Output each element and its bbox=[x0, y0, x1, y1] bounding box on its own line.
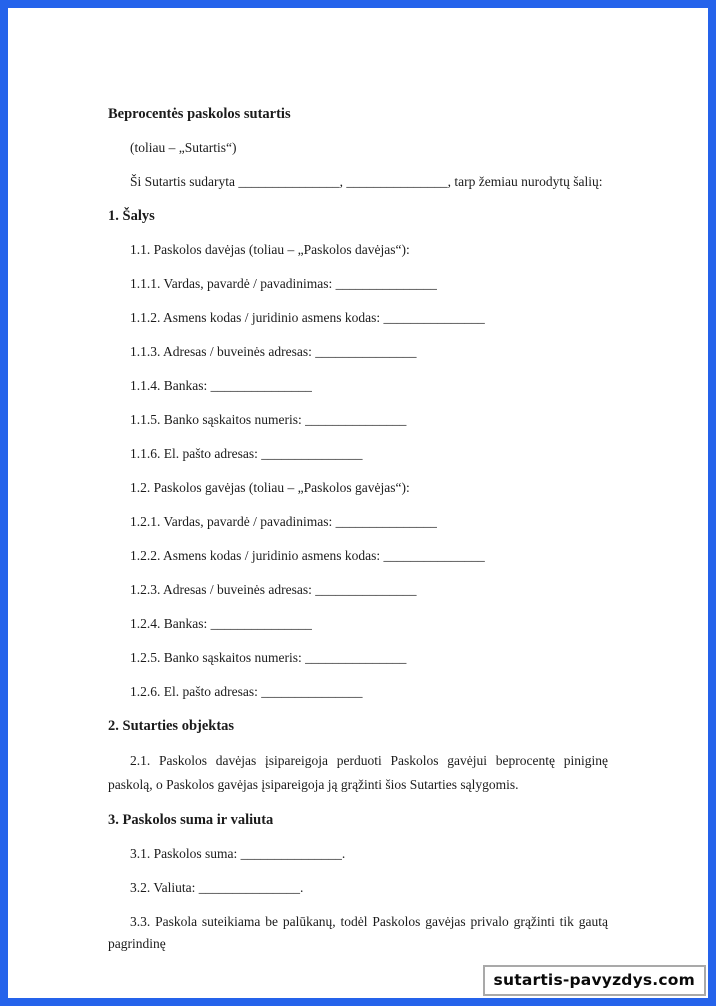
clause-1-1-5-account-field: 1.1.5. Banko sąskaitos numeris: _______________ bbox=[130, 412, 407, 427]
contract-body bbox=[108, 103, 608, 967]
clause-1-2-2-code-field: 1.2.2. Asmens kodas / juridinio asmens kodas: _______________ bbox=[130, 548, 485, 563]
clause-1-2-3-address-field: 1.2.3. Adresas / buveinės adresas: _______________ bbox=[130, 582, 417, 597]
clause-1-1-4-bank-field: 1.1.4. Bankas: _______________ bbox=[130, 378, 312, 393]
contract-subtitle: (toliau – „Sutartis“) bbox=[130, 140, 237, 155]
clause-1-2-6-email-field: 1.2.6. El. pašto adresas: _______________ bbox=[130, 684, 363, 699]
section-heading-1: 1. Šalys bbox=[108, 208, 155, 224]
clause-3-1-amount-field: 3.1. Paskolos suma: _______________. bbox=[130, 846, 346, 861]
clause-1-2: 1.2. Paskolos gavėjas (toliau – „Paskolos gavėjas“): bbox=[130, 480, 410, 495]
clause-3-2-currency-field: 3.2. Valiuta: _______________. bbox=[130, 880, 304, 895]
section-heading-2: 2. Sutarties objektas bbox=[108, 718, 235, 734]
clause-1-2-5-account-field: 1.2.5. Banko sąskaitos numeris: _______________ bbox=[130, 650, 407, 665]
contract-title: Beprocentės paskolos sutartis bbox=[108, 106, 291, 122]
clause-1-1-3-address-field: 1.1.3. Adresas / buveinės adresas: _______________ bbox=[130, 344, 417, 359]
clause-1-1-1-name-field: 1.1.1. Vardas, pavardė / pavadinimas: _______________ bbox=[130, 276, 437, 291]
clause-1-2-1-name-field: 1.2.1. Vardas, pavardė / pavadinimas: _______________ bbox=[130, 514, 437, 529]
clause-1-2-4-bank-field: 1.2.4. Bankas: _______________ bbox=[130, 616, 312, 631]
clause-3-3-paragraph: 3.3. Paskola suteikiama be palūkanų, todėl Paskolos gavėjas privalo grąžinti tik gautą pagrindinę bbox=[108, 914, 608, 951]
section-heading-3: 3. Paskolos suma ir valiuta bbox=[108, 812, 274, 828]
site-watermark-badge[interactable]: sutartis-pavyzdys.com bbox=[483, 965, 706, 996]
contract-intro-line: Ši Sutartis sudaryta _______________, _______________, tarp žemiau nurodytų šalių: bbox=[130, 174, 603, 189]
clause-2-1-paragraph: 2.1. Paskolos davėjas įsipareigoja perduoti Paskolos gavėjui beprocentę piniginę paskolą, o Paskolos gavėjas įsipareigoja ją grąžinti šios Sutarties sąlygomis. bbox=[108, 753, 608, 792]
clause-1-1-6-email-field: 1.1.6. El. pašto adresas: _______________ bbox=[130, 446, 363, 461]
clause-1-1-2-code-field: 1.1.2. Asmens kodas / juridinio asmens kodas: _______________ bbox=[130, 310, 485, 325]
clause-1-1: 1.1. Paskolos davėjas (toliau – „Paskolos davėjas“): bbox=[130, 242, 410, 257]
